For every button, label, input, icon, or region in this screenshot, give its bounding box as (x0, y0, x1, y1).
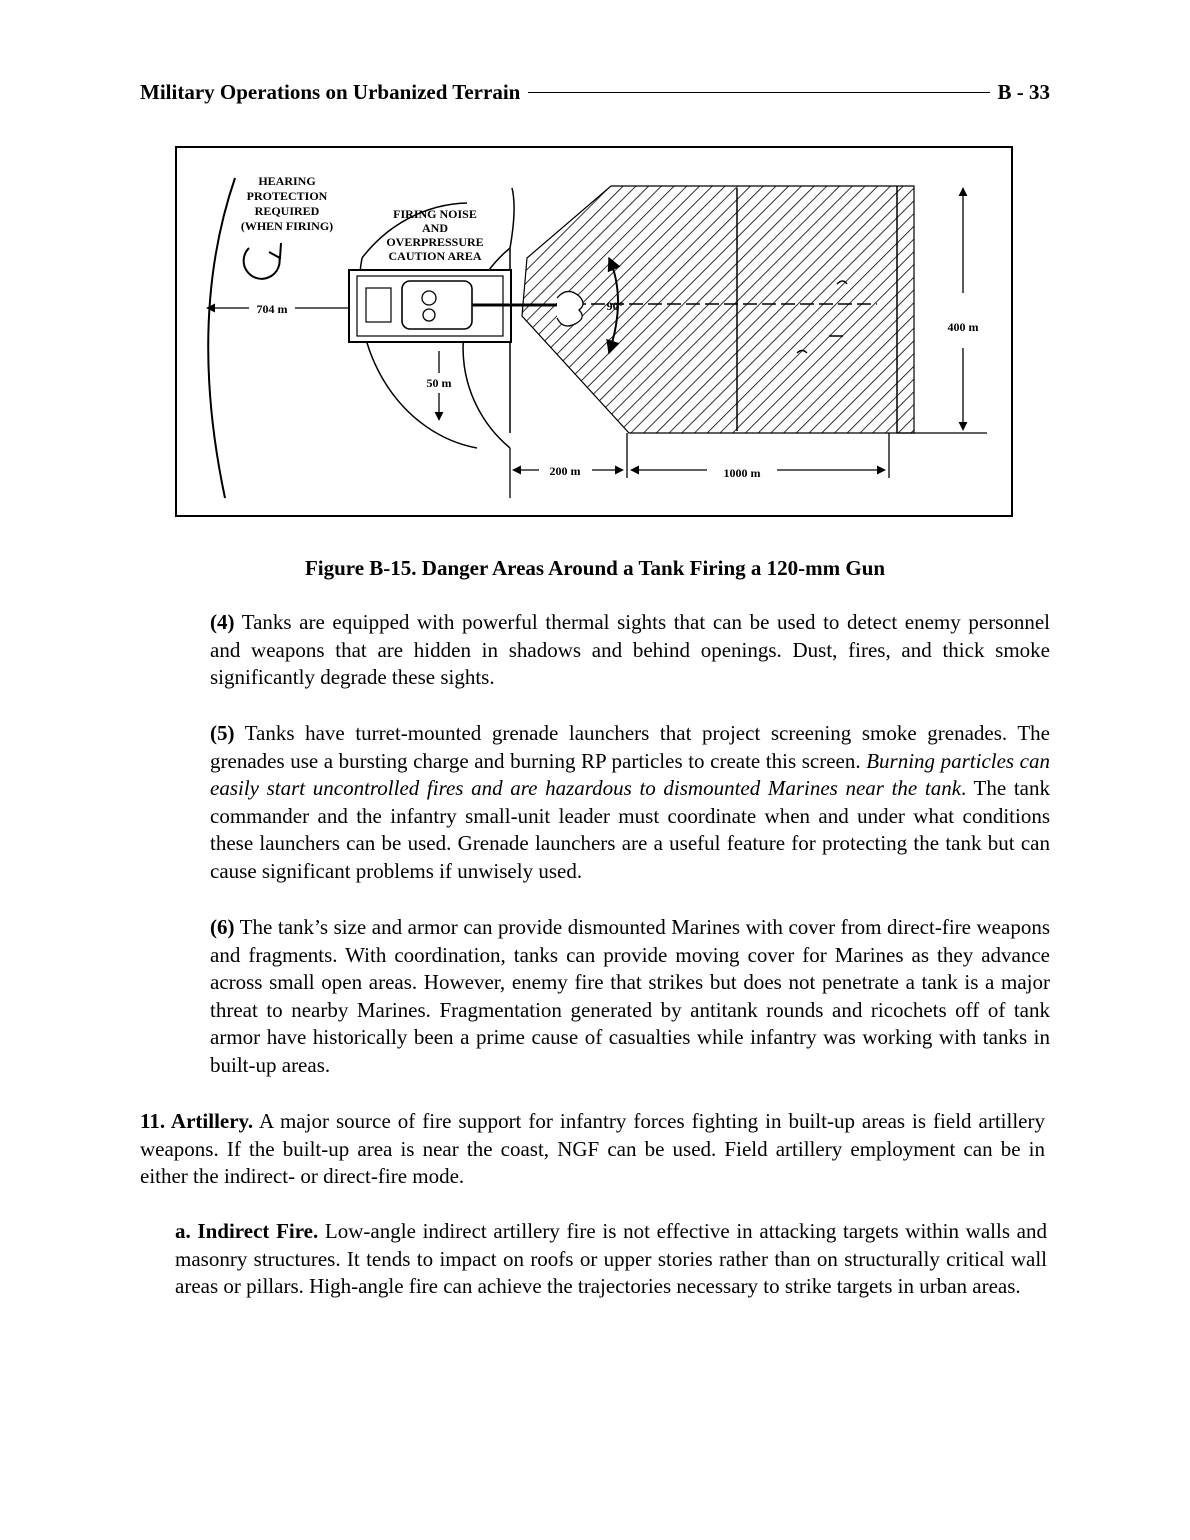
paragraph-5-italic: Burning particles can easily start uncontrolled fires and are hazardous to dismounted Marines near the tank (210, 748, 1050, 800)
figure-danger-areas (175, 146, 1013, 517)
paragraph-5 (210, 720, 1050, 885)
label-400m: 400 m (947, 320, 979, 334)
paragraph-4-text: Tanks are equipped with powerful thermal sights that can be used to detect enemy personnel and weapons that are hidden in shadows and behind openings. Dust, fires, and thick smoke significantly degrade these sights. (210, 610, 1050, 689)
section-11-title: 11. Artillery. (140, 1109, 254, 1133)
danger-zone-hatched (522, 186, 914, 433)
paragraph-4-number: (4) (210, 610, 235, 634)
page-number: B - 33 (997, 79, 1050, 104)
label-hearing-3: REQUIRED (254, 204, 320, 218)
paragraph-6 (210, 914, 1050, 1079)
header-title: Military Operations on Urbanized Terrain (140, 79, 521, 104)
label-704m: 704 m (256, 302, 288, 316)
section-11-text: A major source of fire support for infantry forces fighting in built-up areas is field artillery weapons. If the built-up area is near the coast, NGF can be used. Field artillery employment can be in either the indirect- or direct-fire mode. (140, 1109, 1046, 1188)
figure-caption: Figure B-15. Danger Areas Around a Tank Firing a 120-mm Gun (304, 556, 886, 580)
page-header (140, 78, 1050, 106)
paragraph-5-text-a: Tanks have turret-mounted grenade launchers that project screening smoke grenades. The grenades use a bursting charge and burning RP particles to create this screen. (210, 721, 1050, 773)
paragraph-5-text-b: . The tank commander and the infantry small-unit leader must coordinate when and under what conditions these launchers can be used. Grenade launchers are a useful feature for protecting the tank but can cause significant problems if unwisely used. (210, 776, 1050, 883)
label-50m: 50 m (426, 376, 452, 390)
section-11-artillery (140, 1108, 1045, 1191)
label-hearing-1: HEARING (258, 174, 316, 188)
label-1000m: 1000 m (723, 466, 761, 480)
paragraph-6-text: The tank’s size and armor can provide dismounted Marines with cover from direct-fire weapons and fragments. With coordination, tanks can provide moving cover for Marines as they advance across small open areas. However, enemy fire that strikes but does not penetrate a tank is a major threat to nearby Marines. Fragmentation generated by antitank rounds and ricochets off of tank armor have historically been a prime cause of casualties while infantry was working with tanks in built-up areas. (210, 915, 1050, 1077)
label-hearing-2: PROTECTION (246, 189, 328, 203)
label-noise-2: AND (422, 221, 448, 235)
subsection-a-text: Low-angle indirect artillery fire is not effective in attacking targets within walls and masonry structures. It tends to impact on roofs or upper stories rather than on structurally critical wall areas or pillars. High-angle fire can achieve the trajectories necessary to strike targets in urban areas. (175, 1219, 1047, 1298)
paragraph-4 (210, 609, 1050, 692)
label-noise-4: CAUTION AREA (388, 249, 482, 263)
header-rule (528, 92, 989, 93)
hearing-arc (208, 178, 235, 498)
paragraph-6-number: (6) (210, 915, 235, 939)
label-200m: 200 m (549, 464, 581, 478)
label-90-degrees: 90° (606, 299, 624, 313)
paragraph-5-number: (5) (210, 721, 235, 745)
subsection-a-indirect-fire (175, 1218, 1047, 1301)
danger-area-diagram (177, 148, 1011, 515)
label-hearing-4: (WHEN FIRING) (240, 219, 334, 233)
subsection-a-title: a. Indirect Fire. (175, 1219, 319, 1243)
label-noise-3: OVERPRESSURE (386, 235, 484, 249)
label-noise-1: FIRING NOISE (393, 207, 477, 221)
